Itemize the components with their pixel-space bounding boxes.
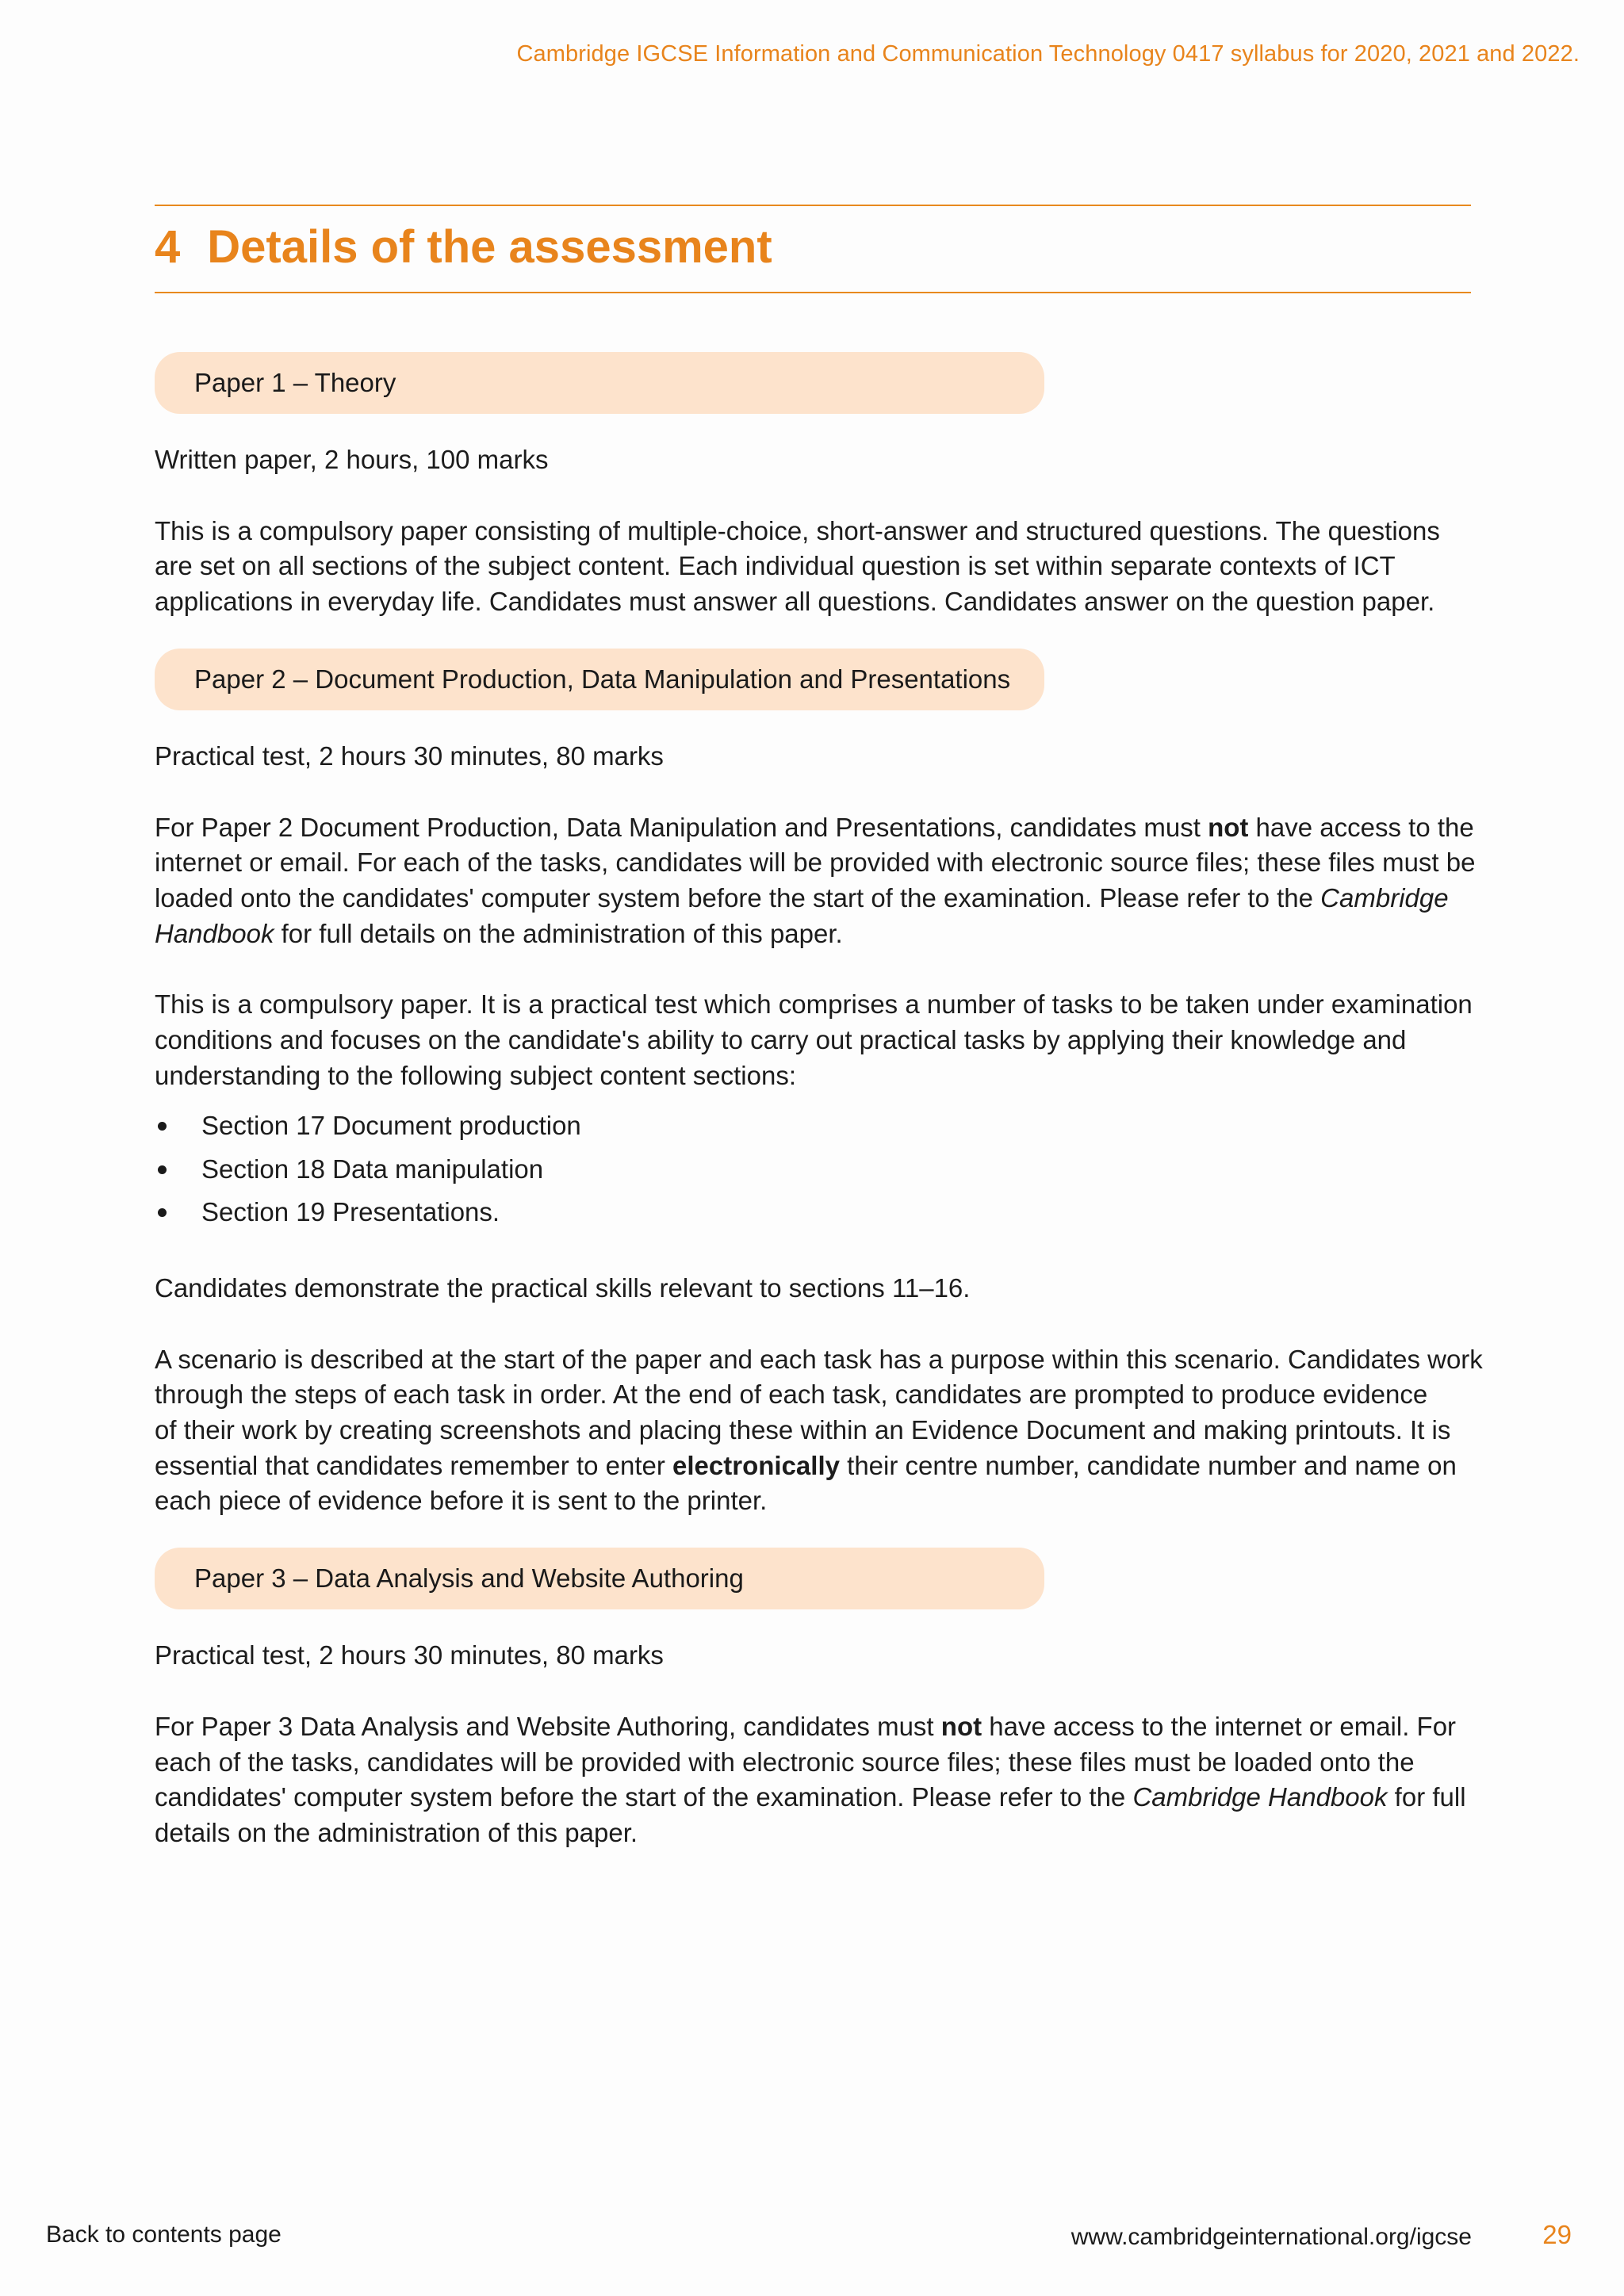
back-to-contents-link[interactable]: Back to contents page: [46, 2221, 282, 2248]
paragraph-line: [155, 1709, 1479, 1745]
bullet-icon: [158, 1165, 167, 1174]
paragraph-line: understanding to the following subject content sections:: [155, 1060, 797, 1090]
text-run: candidates' computer system before the start of the examination. Please refer to the: [155, 1782, 1133, 1812]
paragraph-line: internet or email. For each of the tasks, candidates will be provided with electronic source files; these files must be: [155, 848, 1476, 878]
paper1-banner: Paper 1 – Theory: [155, 352, 1044, 414]
paper2-section-list: [155, 1104, 1479, 1234]
emphasis-not: not: [1208, 812, 1249, 842]
paper1-summary: Written paper, 2 hours, 100 marks: [155, 445, 549, 474]
handbook-title: Cambridge: [1320, 882, 1449, 913]
list-item-text: Section 18 Data manipulation: [201, 1154, 544, 1184]
emphasis-electronically: electronically: [672, 1450, 840, 1480]
list-item: [155, 1191, 1479, 1234]
paragraph-line: [155, 1448, 1479, 1484]
text-run: their centre number, candidate number and name on: [839, 1450, 1457, 1480]
paragraph-line: details on the administration of this paper.: [155, 1817, 638, 1847]
list-item-text: Section 19 Presentations.: [201, 1197, 500, 1227]
paper2-banner: Paper 2 – Document Production, Data Manipulation and Presentations: [155, 649, 1044, 710]
paper2-practical-skills: Candidates demonstrate the practical skills relevant to sections 11–16.: [155, 1272, 971, 1303]
paper3-access-paragraph: [155, 1709, 1479, 1851]
paper3-summary: Practical test, 2 hours 30 minutes, 80 marks: [155, 1640, 664, 1670]
list-item: [155, 1148, 1479, 1192]
paper3-banner: Paper 3 – Data Analysis and Website Authoring: [155, 1548, 1044, 1609]
section-rule-bottom: [155, 292, 1471, 293]
list-item: [155, 1104, 1479, 1148]
paragraph-line: [155, 1780, 1479, 1816]
paragraph-line: [155, 881, 1479, 916]
text-run: have access to the internet or email. For: [982, 1711, 1457, 1741]
bullet-icon: [158, 1208, 167, 1217]
paper2-access-paragraph: [155, 810, 1479, 952]
website-link[interactable]: www.cambridgeinternational.org/igcse: [1071, 2224, 1472, 2250]
bullet-icon: [158, 1122, 167, 1131]
paragraph-line: are set on all sections of the subject content. Each individual question is set within separate contexts of ICT: [155, 551, 1396, 581]
running-header: Cambridge IGCSE Information and Communication Technology 0417 syllabus for 2020, 2021 and 2022.: [516, 41, 1580, 67]
paper2-scenario-paragraph: [155, 1342, 1483, 1520]
paragraph-line: A scenario is described at the start of the paper and each task has a purpose within this scenario. Candidates work: [155, 1344, 1483, 1374]
paragraph-line: This is a compulsory paper. It is a practical test which comprises a number of tasks to be taken under examination: [155, 989, 1473, 1020]
text-run: have access to the: [1248, 812, 1474, 842]
paragraph-line: each piece of evidence before it is sent to the printer.: [155, 1486, 768, 1516]
text-run: for full: [1387, 1782, 1466, 1812]
list-item-text: Section 17 Document production: [201, 1111, 581, 1141]
paragraph-line: through the steps of each task in order. At the end of each task, candidates are prompted to produce evidence: [155, 1380, 1428, 1410]
paragraph-line: each of the tasks, candidates will be provided with electronic source files; these files must be loaded onto the: [155, 1747, 1415, 1777]
paragraph-line: [155, 810, 1479, 846]
text-run: For Paper 2 Document Production, Data Manipulation and Presentations, candidates must: [155, 812, 1208, 842]
paragraph-line: conditions and focuses on the candidate's ability to carry out practical tasks by applying their knowledge and: [155, 1025, 1407, 1055]
text-run: essential that candidates remember to enter: [155, 1450, 673, 1480]
paragraph-line: [155, 916, 1479, 952]
paragraph-line: This is a compulsory paper consisting of multiple-choice, short-answer and structured questions. The questions: [155, 515, 1440, 545]
emphasis-not: not: [940, 1711, 982, 1741]
paper1-description: [155, 514, 1479, 620]
handbook-title: Cambridge Handbook: [1132, 1782, 1388, 1812]
paper2-summary: Practical test, 2 hours 30 minutes, 80 marks: [155, 740, 664, 771]
section-heading: [155, 220, 772, 274]
paragraph-line: applications in everyday life. Candidates must answer all questions. Candidates answer on the question paper.: [155, 587, 1435, 617]
section-rule-top: [155, 205, 1471, 206]
text-run: for full details on the administration of this paper.: [274, 918, 843, 948]
paragraph-line: of their work by creating screenshots and placing these within an Evidence Document and making printouts. It is: [155, 1415, 1451, 1445]
section-number: 4: [155, 221, 181, 273]
main-content: [155, 352, 1483, 1851]
paper2-compulsory-paragraph: [155, 987, 1479, 1093]
text-run: For Paper 3 Data Analysis and Website Authoring, candidates must: [155, 1711, 941, 1741]
section-title: Details of the assessment: [207, 221, 772, 273]
text-run: loaded onto the candidates' computer system before the start of the examination. Please refer to the: [155, 882, 1321, 913]
page-number: 29: [1542, 2220, 1572, 2249]
handbook-title: Handbook: [155, 918, 274, 948]
